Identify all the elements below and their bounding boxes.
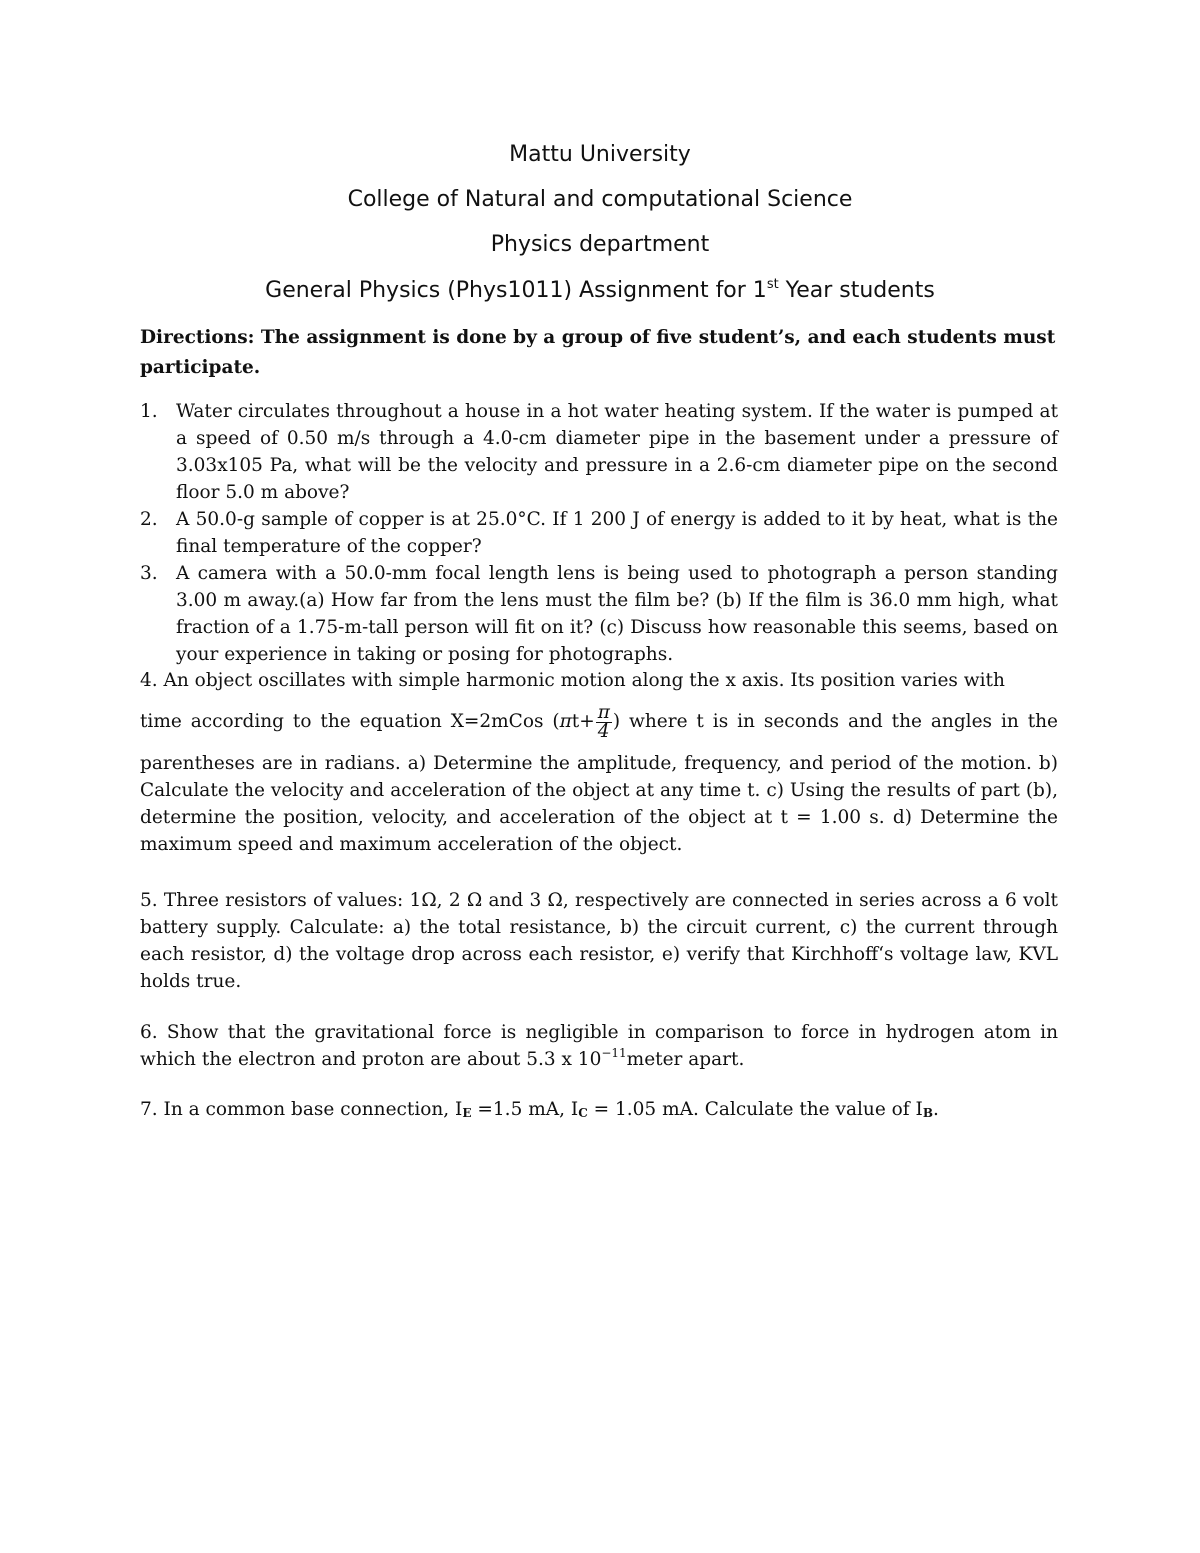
university-name: Mattu University — [509, 142, 691, 167]
assignment-title-pre: General Physics (Phys1011) Assignment for 1 — [265, 278, 767, 303]
question-7-mid1: =1.5 mA, I — [471, 1099, 579, 1120]
question-7-sub-e: E — [462, 1106, 472, 1120]
fraction-denominator: 4 — [597, 720, 610, 742]
question-2 — [140, 506, 1058, 560]
question-7-mid2: = 1.05 mA. Calculate the value of I — [587, 1099, 923, 1120]
assignment-title-post: Year students — [778, 278, 935, 303]
question-7-post: . — [932, 1099, 939, 1120]
question-4-eq-pre: time according to the equation X=2mCos ( — [140, 711, 560, 732]
question-4-rest: parentheses are in radians. a) Determine the amplitude, frequency, and period of the motion. b) Calculate the velocity and acceleration of the object at any time t. c) Using the results of part (b), determine the position, velocity, and acceleration of the object at t = 1.00 s. d) Determine the maximum speed and maximum acceleration of the object. — [140, 753, 1058, 855]
question-4-line1: 4. An object oscillates with simple harmonic motion along the x axis. Its position varies with — [140, 670, 1005, 691]
question-3 — [140, 560, 1058, 668]
question-3-text: A camera with a 50.0-mm focal length lens is being used to photograph a person standing 3.00 m away.(a) How far from the lens must the film be? (b) If the film is 36.0 mm high, what fraction of a 1.75-m-tall person will fit on it? (c) Discuss how reasonable this seems, based on your experience in taking or posing for photographs. — [176, 563, 1058, 665]
question-1-number: 1. — [140, 401, 158, 422]
question-7-sub-c: C — [578, 1106, 588, 1120]
fraction-numerator: π — [597, 701, 610, 723]
question-6 — [140, 1019, 1058, 1073]
question-1-text: Water circulates throughout a house in a hot water heating system. If the water is pumped at a speed of 0.50 m/s through a 4.0-cm diameter pipe in the basement under a pressure of 3.03x105 Pa, what will be the velocity and pressure in a 2.6-cm diameter pipe on the second floor 5.0 m above? — [176, 401, 1058, 503]
question-3-number: 3. — [140, 563, 158, 584]
question-6-post: meter apart. — [626, 1049, 745, 1070]
question-2-number: 2. — [140, 509, 158, 530]
question-7-pre: 7. In a common base connection, I — [140, 1099, 463, 1120]
department-name: Physics department — [490, 232, 710, 257]
question-6-pre: 6. Show that the gravitational force is negligible in comparison to force in hydrogen atom in which the electron and proton are about 5.3 x 10 — [140, 1022, 1058, 1070]
numbered-questions — [140, 398, 1058, 668]
assignment-title — [0, 278, 1200, 303]
question-1 — [140, 398, 1058, 506]
college-name: College of Natural and computational Science — [347, 187, 853, 212]
question-4-eq-t: t+ — [571, 711, 595, 732]
question-2-text: A 50.0-g sample of copper is at 25.0°C. If 1 200 J of energy is added to it by heat, what is the final temperature of the copper? — [176, 509, 1058, 557]
question-6-exponent: −11 — [601, 1046, 627, 1060]
question-4 — [140, 667, 1058, 858]
question-5: 5. Three resistors of values: 1Ω, 2 Ω and 3 Ω, respectively are connected in series across a 6 volt battery supply. Calculate: a) the total resistance, b) the circuit current, c) the current through each resistor, d) the voltage drop across each resistor, e) verify that Kirchhoff‘s voltage law, KVL holds true. — [140, 890, 1058, 992]
question-4-equation-line — [140, 702, 1058, 742]
question-7-sub-b: B — [922, 1106, 933, 1120]
question-7 — [140, 1096, 1058, 1123]
question-4-eq-post: ) where t is in seconds and the angles in the — [612, 711, 1059, 732]
directions: Directions: The assignment is done by a group of five student’s, and each students must participate. — [140, 327, 1056, 378]
assignment-title-sup: st — [766, 277, 779, 292]
pi-over-four-fraction — [596, 701, 612, 742]
question-4-eq-pi: π — [559, 711, 572, 732]
